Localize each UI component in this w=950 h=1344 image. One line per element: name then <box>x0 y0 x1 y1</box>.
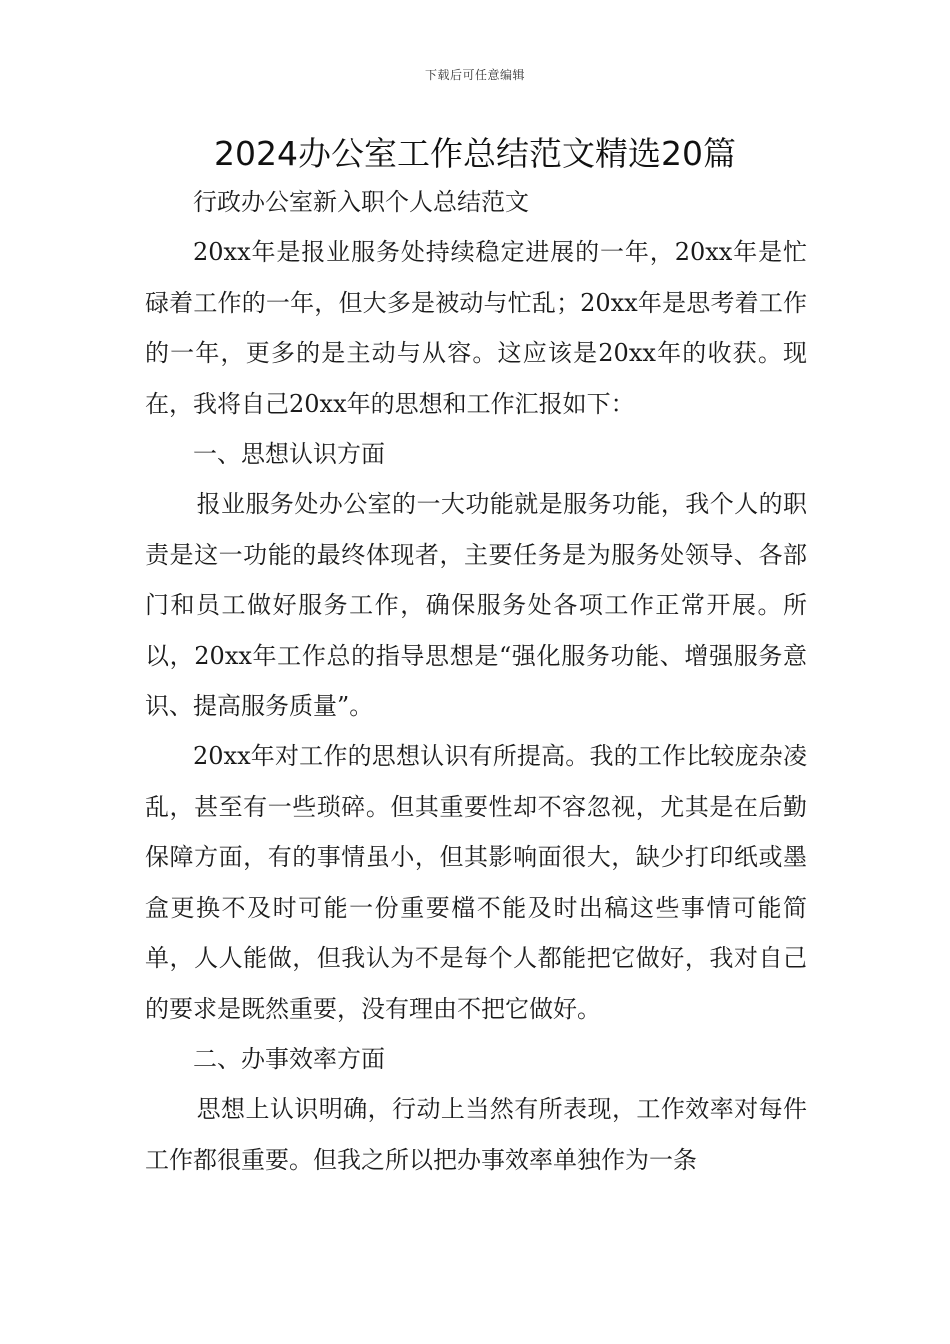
paragraph-service-function: 报业服务处办公室的一大功能就是服务功能，我个人的职责是这一功能的最终体现者，主要任务是为服务处领导、各部门和员工做好服务工作，确保服务处各项工作正常开展。所以，20xx年工作总的指导思想是“强化服务功能、增强服务意识、提高服务质量”。 <box>145 490 807 721</box>
document-body <box>145 177 807 1185</box>
paragraph-efficiency: 思想上认识明确，行动上当然有所表现，工作效率对每件工作都很重要。但我之所以把办事效率单独作为一条 <box>145 1095 807 1174</box>
section-heading-efficiency: 二、办事效率方面 <box>193 1044 385 1073</box>
document-title: 2024办公室工作总结范文精选20篇 <box>214 134 736 173</box>
header-note: 下载后可任意编辑 <box>424 68 525 82</box>
paragraph-thought-awareness: 20xx年对工作的思想认识有所提高。我的工作比较庞杂凌乱，甚至有一些琐碎。但其重要性却不容忽视，尤其是在后勤保障方面，有的事情虽小，但其影响面很大，缺少打印纸或墨盒更换不及时可能一份重要檔不能及时出稿这些事情可能简单，人人能做，但我认为不是每个人都能把它做好，我对自己的要求是既然重要，没有理由不把它做好。 <box>145 742 807 1023</box>
intro-paragraph: 20xx年是报业服务处持续稳定进展的一年，20xx年是忙碌着工作的一年，但大多是被动与忙乱；20xx年是思考着工作的一年，更多的是主动与从容。这应该是20xx年的收获。现在，我将自己20xx年的思想和工作汇报如下： <box>145 238 807 418</box>
subtitle-paragraph: 行政办公室新入职个人总结范文 <box>193 188 529 216</box>
section-heading-thought: 一、思想认识方面 <box>193 440 385 469</box>
